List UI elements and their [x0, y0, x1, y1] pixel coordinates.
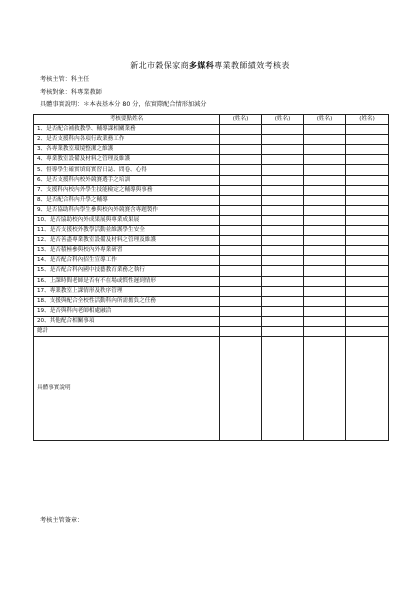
criteria-cell: 4、專業教室設備及材料之管理及維護: [34, 155, 220, 165]
score-cell[interactable]: [304, 195, 346, 205]
score-cell[interactable]: [220, 195, 262, 205]
criteria-cell: 9、是否協助科內學生參與校內外競賽含專題製作: [34, 205, 220, 215]
score-cell[interactable]: [220, 266, 262, 276]
header-criteria: 考核要點姓名: [34, 115, 220, 125]
table-row: [34, 135, 389, 145]
score-cell[interactable]: [346, 276, 389, 286]
table-row: [34, 236, 389, 246]
total-cell[interactable]: [262, 326, 304, 336]
score-cell[interactable]: [262, 175, 304, 185]
criteria-cell: 15、是否配合科內國中技藝教育業務之執行: [34, 266, 220, 276]
score-cell[interactable]: [346, 256, 389, 266]
supervisor-line: 考核主管：科主任: [40, 76, 90, 83]
score-cell[interactable]: [220, 205, 262, 215]
total-cell[interactable]: [220, 326, 262, 336]
score-cell[interactable]: [220, 316, 262, 326]
score-cell[interactable]: [346, 205, 389, 215]
description-label: 具體事實說明: [34, 337, 220, 441]
description-cell[interactable]: [262, 337, 304, 441]
score-cell[interactable]: [346, 266, 389, 276]
score-cell[interactable]: [220, 226, 262, 236]
description-cell[interactable]: [304, 337, 346, 441]
table-row: [34, 266, 389, 276]
table-row: [34, 256, 389, 266]
header-name-3: (姓名): [304, 115, 346, 125]
criteria-cell: 8、是否配合科內升學之輔導: [34, 195, 220, 205]
score-cell[interactable]: [304, 215, 346, 225]
total-cell[interactable]: [346, 326, 389, 336]
score-cell[interactable]: [220, 175, 262, 185]
score-cell[interactable]: [220, 286, 262, 296]
score-cell[interactable]: [304, 276, 346, 286]
score-cell[interactable]: [220, 155, 262, 165]
score-cell[interactable]: [304, 256, 346, 266]
table-row: [34, 246, 389, 256]
score-cell[interactable]: [304, 246, 346, 256]
total-row: [34, 326, 389, 336]
score-cell[interactable]: [346, 286, 389, 296]
score-cell[interactable]: [262, 135, 304, 145]
score-cell[interactable]: [262, 145, 304, 155]
score-cell[interactable]: [220, 125, 262, 135]
table-row: [34, 215, 389, 225]
score-cell[interactable]: [262, 276, 304, 286]
score-cell[interactable]: [262, 266, 304, 276]
header-name-4: (姓名): [346, 115, 389, 125]
table-row: [34, 125, 389, 135]
form-title: [0, 60, 420, 71]
score-cell[interactable]: [346, 185, 389, 195]
score-cell[interactable]: [346, 135, 389, 145]
description-line: 具體事實說明：＊本表基本分 80 分，依實際配合情形加減分: [40, 101, 207, 108]
score-cell[interactable]: [346, 296, 389, 306]
score-cell[interactable]: [262, 195, 304, 205]
title-suffix: 專業教師績效考核表: [214, 61, 290, 70]
table-row: [34, 205, 389, 215]
description-cell[interactable]: [220, 337, 262, 441]
table-row: [34, 296, 389, 306]
title-prefix: 新北市穀保家商: [130, 61, 189, 70]
criteria-cell: 19、是否與科內老師相處融洽: [34, 306, 220, 316]
table-row: [34, 185, 389, 195]
score-cell[interactable]: [220, 185, 262, 195]
score-cell[interactable]: [220, 215, 262, 225]
score-cell[interactable]: [220, 145, 262, 155]
title-emphasis: 多媒科: [189, 61, 215, 70]
score-cell[interactable]: [220, 246, 262, 256]
score-cell[interactable]: [304, 226, 346, 236]
score-cell[interactable]: [346, 316, 389, 326]
table-header-row: [34, 115, 389, 125]
total-cell[interactable]: [304, 326, 346, 336]
score-cell[interactable]: [262, 246, 304, 256]
criteria-cell: 10、是否協助校內外成果展與專業成果展: [34, 215, 220, 225]
header-name-2: (姓名): [262, 115, 304, 125]
score-cell[interactable]: [262, 236, 304, 246]
score-cell[interactable]: [304, 306, 346, 316]
table-row: [34, 306, 389, 316]
score-cell[interactable]: [262, 306, 304, 316]
criteria-cell: 16、上課時間老師是否有不在場或慣性遲到情形: [34, 276, 220, 286]
score-cell[interactable]: [262, 185, 304, 195]
score-cell[interactable]: [262, 296, 304, 306]
score-cell[interactable]: [220, 296, 262, 306]
score-cell[interactable]: [262, 205, 304, 215]
score-cell[interactable]: [262, 215, 304, 225]
score-cell[interactable]: [220, 306, 262, 316]
criteria-cell: 2、是否支援科內各項行政業務工作: [34, 135, 220, 145]
score-cell[interactable]: [262, 165, 304, 175]
score-cell[interactable]: [346, 145, 389, 155]
target-line: 考核對象：科專業教師: [40, 89, 102, 96]
table-row: [34, 165, 389, 175]
score-cell[interactable]: [304, 125, 346, 135]
header-name-1: (姓名): [220, 115, 262, 125]
criteria-cell: 20、其他配合相關事項: [34, 316, 220, 326]
evaluation-table: [33, 114, 389, 441]
score-cell[interactable]: [220, 256, 262, 266]
total-label: 總計: [34, 326, 220, 336]
table-row: [34, 276, 389, 286]
criteria-cell: 12、是否善盡專業教室設備及材料之管理及維護: [34, 236, 220, 246]
score-cell[interactable]: [262, 125, 304, 135]
table-row: [34, 286, 389, 296]
table-row: [34, 145, 389, 155]
score-cell[interactable]: [346, 215, 389, 225]
score-cell[interactable]: [304, 155, 346, 165]
score-cell[interactable]: [262, 256, 304, 266]
score-cell[interactable]: [304, 185, 346, 195]
criteria-cell: 3、各專業教室環境整潔之維護: [34, 145, 220, 155]
score-cell[interactable]: [220, 165, 262, 175]
table-row: [34, 175, 389, 185]
score-cell[interactable]: [262, 226, 304, 236]
score-cell[interactable]: [304, 286, 346, 296]
table-row: [34, 316, 389, 326]
criteria-cell: 5、督導學生確實填寫實習日誌、問卷、心得: [34, 165, 220, 175]
criteria-cell: 13、是否積極參與校內外專業研習: [34, 246, 220, 256]
score-cell[interactable]: [220, 236, 262, 246]
criteria-cell: 1、是否配合補救教學、輔導課相關業務: [34, 125, 220, 135]
criteria-cell: 6、是否支援科內校外競賽選手之培訓: [34, 175, 220, 185]
score-cell[interactable]: [262, 286, 304, 296]
criteria-cell: 11、是否支援校外教學活動並維護學生安全: [34, 226, 220, 236]
score-cell[interactable]: [346, 125, 389, 135]
table-row: [34, 195, 389, 205]
score-cell[interactable]: [220, 135, 262, 145]
score-cell[interactable]: [304, 266, 346, 276]
score-cell[interactable]: [346, 155, 389, 165]
table-row: [34, 155, 389, 165]
score-cell[interactable]: [304, 135, 346, 145]
score-cell[interactable]: [304, 236, 346, 246]
criteria-cell: 18、支援與配合全校性活動科內所需擔負之任務: [34, 296, 220, 306]
score-cell[interactable]: [346, 226, 389, 236]
description-row: [34, 337, 389, 441]
score-cell[interactable]: [262, 155, 304, 165]
criteria-cell: 17、專業教室上課情形及秩序管理: [34, 286, 220, 296]
criteria-cell: 14、是否配合科內招生宣導工作: [34, 256, 220, 266]
score-cell[interactable]: [220, 276, 262, 286]
score-cell[interactable]: [304, 205, 346, 215]
score-cell[interactable]: [346, 165, 389, 175]
supervisor-signature: 考核主管簽章：: [40, 517, 84, 524]
score-cell[interactable]: [346, 236, 389, 246]
score-cell[interactable]: [262, 316, 304, 326]
score-cell[interactable]: [304, 175, 346, 185]
criteria-cell: 7、支援科內校內外學生技能檢定之輔導與事務: [34, 185, 220, 195]
score-cell[interactable]: [304, 316, 346, 326]
description-cell[interactable]: [346, 337, 389, 441]
score-cell[interactable]: [304, 165, 346, 175]
score-cell[interactable]: [346, 195, 389, 205]
score-cell[interactable]: [304, 145, 346, 155]
score-cell[interactable]: [346, 306, 389, 316]
score-cell[interactable]: [346, 246, 389, 256]
table-row: [34, 226, 389, 236]
score-cell[interactable]: [304, 296, 346, 306]
score-cell[interactable]: [346, 175, 389, 185]
